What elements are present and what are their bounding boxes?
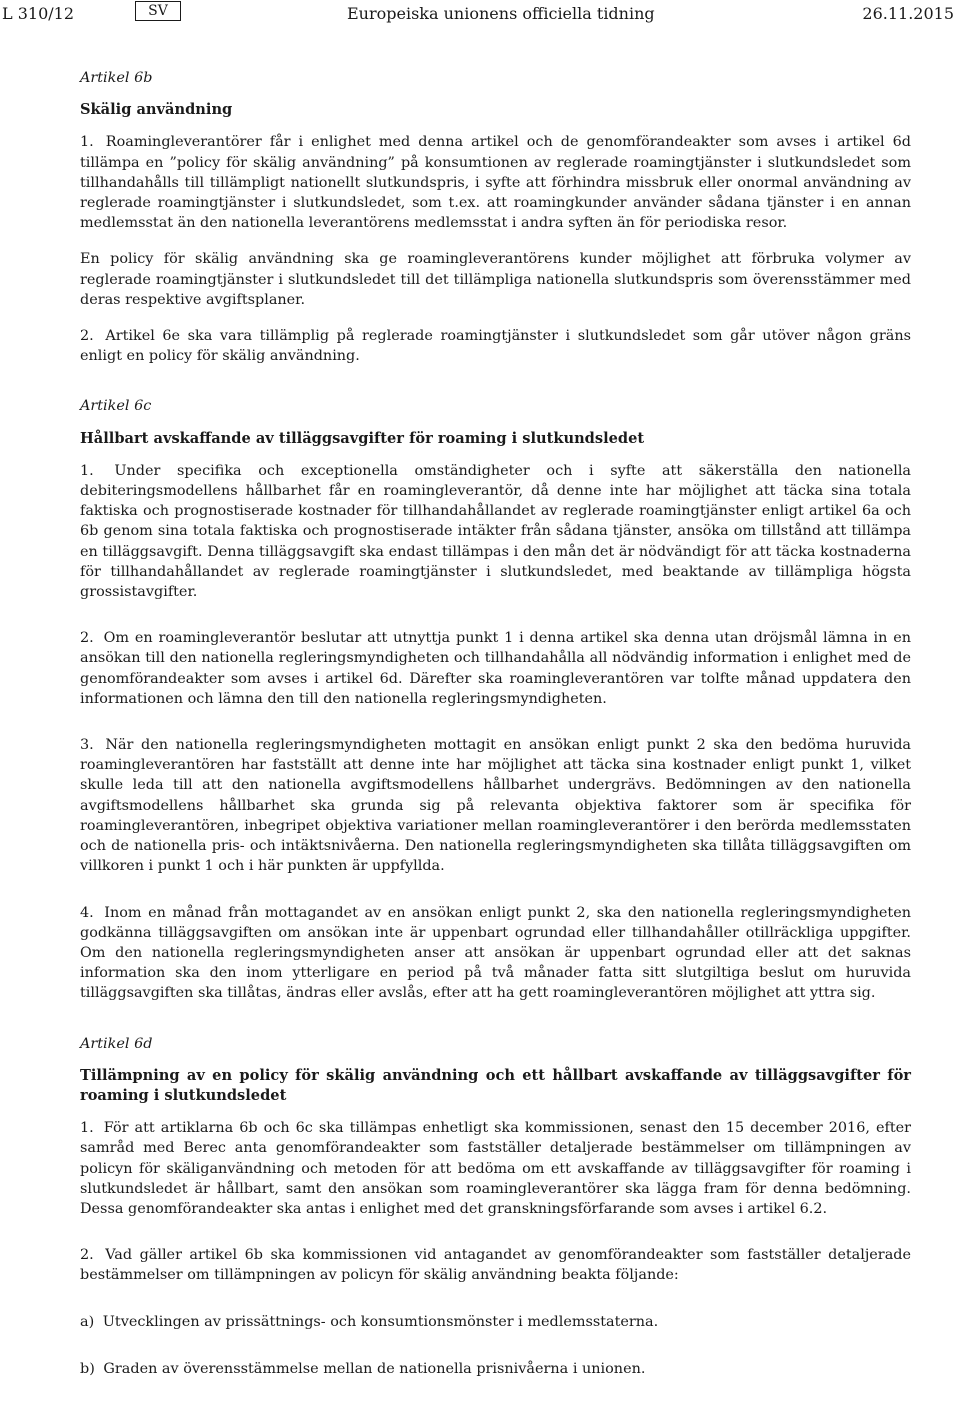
article-6b-paragraph-1-continued: En policy för skälig användning ska ge roamingleverantörens kunder möjlighet att förbruka volymer av reglerade roamingtjänster i slutkundsledet till det tillämpliga nationella slutkundspris som överensstämmer med deras respektive avgiftsplaner. — [80, 251, 911, 308]
list-item — [80, 1359, 911, 1379]
article-6c-title: Hållbart avskaffande av tilläggsavgifter för roaming i slutkundsledet — [80, 429, 645, 447]
article-6d-paragraph-1 — [80, 1118, 911, 1219]
list-item-text: Graden av överensstämmelse mellan de nationella prisnivåerna i unionen. — [103, 1360, 646, 1377]
paragraph-number: 2. — [80, 630, 94, 647]
language-badge: SV — [135, 1, 181, 21]
paragraph-number: 2. — [80, 1247, 94, 1264]
paragraph-text: För att artiklarna 6b och 6c ska tillämpas enhetligt ska kommissionen, senast den 15 december 2016, efter samråd med Berec anta genomförandeakter som fastställer detaljerade bestämmelser om tillämpningen av policyn för skäliganvändning och metoden för att bedöma om ett avskaffande av tilläggsavgifter för roaming i slutkundsledet är hållbart, samt den ansökan som roamingleverantörer ska lägga fram för denna bedömning. Dessa genomförandeakter ska antas i enlighet med det granskningsförfarande som avses i artikel 6.2. — [80, 1120, 911, 1217]
paragraph-text: Artikel 6e ska vara tillämplig på reglerade roamingtjänster i slutkundsledet som går utöver någon gräns enligt en policy för skälig användning. — [80, 328, 912, 365]
paragraph-text: Om en roamingleverantör beslutar att utnyttja punkt 1 i denna artikel ska denna utan dröjsmål lämna in en ansökan till den nationella regleringsmyndigheten och tillhandahålla all nödvändig information i enlighet med de genomförandeakter som avses i artikel 6d. Därefter ska roamingleverantören var tolfte månad uppdatera den informationen och lämna den till den nationella regleringsmyndigheten. — [80, 630, 911, 707]
paragraph-text: Roamingleverantörer får i enlighet med denna artikel och de genomförandeakter som avses i artikel 6d tillämpa en ”policy för skälig användning” på konsumtionen av reglerade roamingtjänster i slutkundsledet som tillhandahålls till tillämpligt nationellt slutkundspris, i syfte att förhindra missbruk eller onormal användning av reglerade roamingtjänster i slutkundsledet, som t.ex. att roamingkunder använder sådana tjänster i en annan medlemsstat än den nationella leverantörens medlemsstat i andra syften än för periodiska resor. — [80, 134, 911, 232]
list-item — [80, 1312, 911, 1332]
journal-header — [0, 0, 960, 30]
article-6b-paragraph-2 — [80, 326, 911, 366]
paragraph-text: Vad gäller artikel 6b ska kommissionen vid antagandet av genomförandeakter som fastställer detaljerade bestämmelser om tillämpningen av policyn för skälig användning beakta följande: — [80, 1247, 911, 1284]
article-6c-paragraph-3 — [80, 735, 911, 876]
article-6d-paragraph-2 — [80, 1245, 911, 1285]
paragraph-text: Under specifika och exceptionella omständigheter och i syfte att säkerställa den nationella debiteringsmodellens hållbarhet får en roamingleverantör, då denne inte har möjlighet att täcka sina totala faktiska och prognostiserade kostnader för tillhandahållandet av reglerade roamingtjänster enligt artikel 6a och 6b genom sina totala faktiska och prognostiserade intäkter från sådana tjänster, ansöka om tillstånd att tillämpa en tilläggsavgift. Denna tilläggsavgift ska endast tillämpas i den mån det är nödvändigt för att täcka kostnaderna för tillhandahållandet av reglerade roamingtjänster i slutkundsledet, med beaktande av tillämpliga högsta grossistavgifter. — [80, 462, 911, 601]
paragraph-number: 3. — [80, 737, 94, 754]
article-6c-paragraph-1 — [80, 461, 911, 602]
paragraph-text: När den nationella regleringsmyndigheten mottagit en ansökan enligt punkt 2 ska den bedöma huruvida roamingleverantören har fastställt att denne inte har möjlighet att täcka sina kostnader enligt punkt 1, vilket skulle leda till att den nationella avgiftsmodellens hållbarhet undergrävs. Bedömningen av den nationella avgiftsmodellens hållbarhet ska grunda sig på relevanta objektiva faktorer som är specifika för roamingleverantören, inbegripet objektiva variationer mellan roamingleverantörer i den berörda medlemsstaten och de nationella pris- och intäktsnivåerna. Den nationella regleringsmyndigheten ska tillåta tilläggsavgiften om villkoren i punkt 1 och i här punkten är uppfyllda. — [80, 737, 912, 875]
article-6c-paragraph-2 — [80, 628, 911, 709]
article-6b-title: Skälig användning — [80, 101, 233, 119]
paragraph-number: 1. — [80, 134, 94, 151]
article-6c-label: Artikel 6c — [80, 398, 152, 415]
article-6d-title: Tillämpning av en policy för skälig användning och ett hållbart avskaffande av tilläggsavgifter för roaming i slutkundsledet — [80, 1066, 911, 1104]
article-6c-paragraph-4 — [80, 903, 911, 1004]
article-6d-label: Artikel 6d — [80, 1035, 153, 1052]
journal-title: Europeiska unionens officiella tidning — [347, 4, 655, 23]
list-item-label: b) — [80, 1360, 95, 1377]
journal-reference: L 310/12 — [2, 4, 74, 23]
publication-date: 26.11.2015 — [862, 4, 954, 23]
article-6b-paragraph-1 — [80, 132, 911, 233]
paragraph-number: 4. — [80, 904, 94, 921]
article-6b-label: Artikel 6b — [80, 70, 153, 86]
paragraph-number: 1. — [80, 462, 94, 479]
list-item-label: a) — [80, 1313, 95, 1330]
paragraph-text: Inom en månad från mottagandet av en ansökan enligt punkt 2, ska den nationella regleringsmyndigheten godkänna tilläggsavgiften om ansökan inte är uppenbart ogrundad eller tillhandahåller otillräckliga uppgifter. Om den nationella regleringsmyndigheten anser att ansökan är uppenbart ogrundad eller att det saknas information ska den inom ytterligare en period på två månader fatta sitt slutgiltiga beslut om huruvida tilläggsavgiften ska tillåtas, ändras eller avslås, efter att ha gett roamingleverantören möjlighet att yttra sig. — [80, 904, 911, 1002]
paragraph-number: 2. — [80, 328, 94, 345]
list-item-text: Utvecklingen av prissättnings- och konsumtionsmönster i medlemsstaterna. — [102, 1313, 659, 1330]
paragraph-number: 1. — [80, 1120, 94, 1137]
document-body — [80, 68, 911, 1406]
